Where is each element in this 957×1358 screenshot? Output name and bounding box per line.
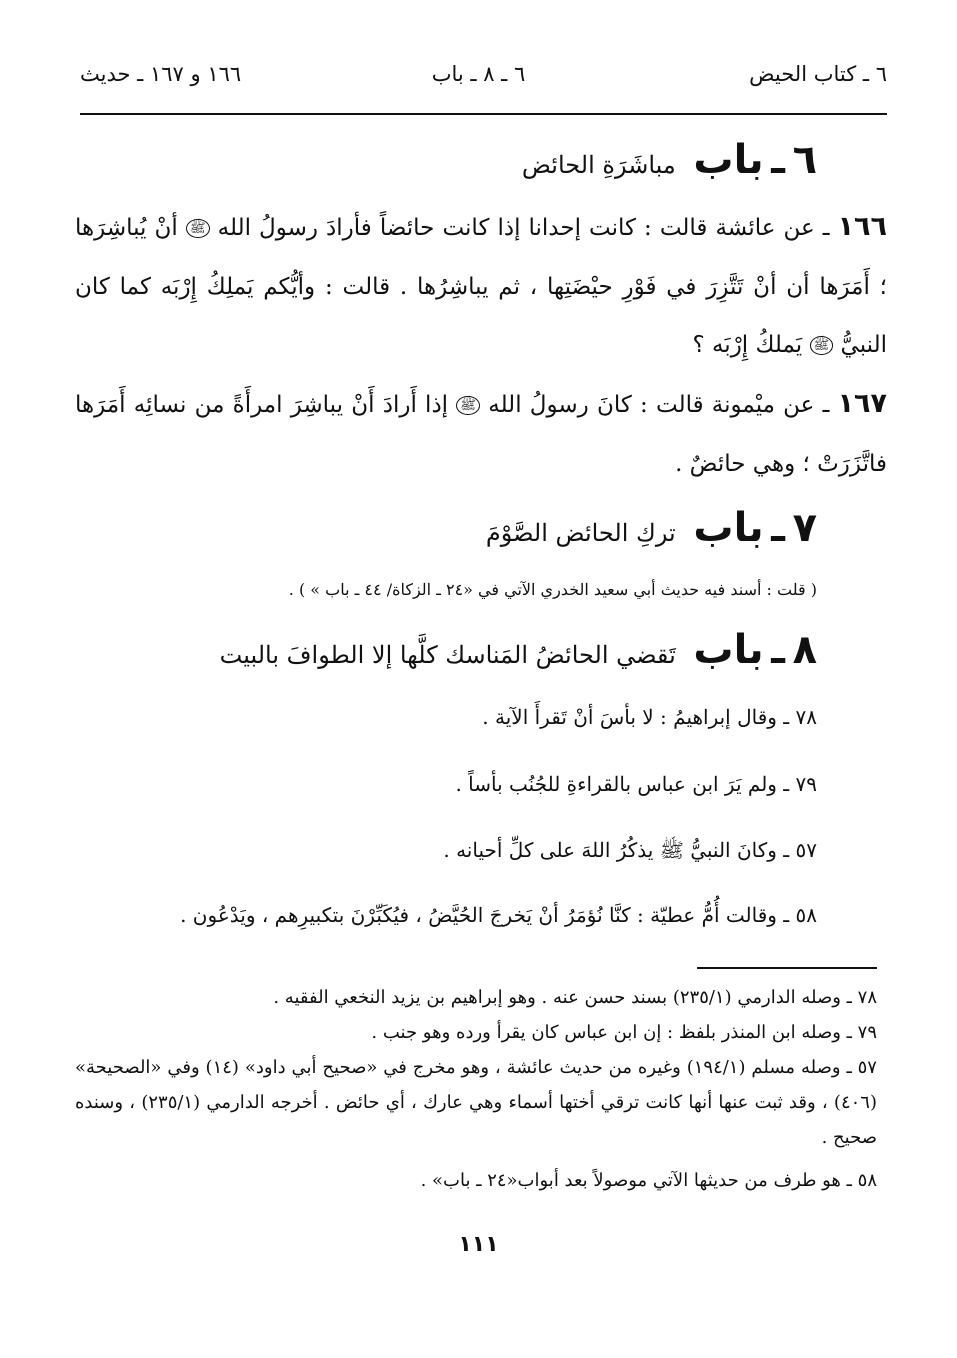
muallaq-78: ٧٨ ـ وقال إبراهيمُ : لا بأسَ أنْ تَقرأَ الآية . bbox=[482, 705, 817, 729]
footnote-78: ٧٨ ـ وصله الدارمي (٢٣٥/١) بسند حسن عنه . وهو إبراهيم بن يزيد النخعي الفقيه . bbox=[273, 987, 877, 1008]
chapter-title: مباشَرَةِ الحائض bbox=[521, 151, 676, 179]
muallaq-58: ٥٨ ـ وقالت أُمُّ عطيّة : كنَّا نُؤمَرُ أنْ يَخرجَ الحُيَّضُ ، فيُكَبِّرْنَ بتكبيرِهم ، ويَدْعُون . bbox=[180, 903, 817, 927]
editor-note: ( قلت : أسند فيه حديث أبي سعيد الخدري الآتي في «٢٤ ـ الزكاة/ ٤٤ ـ باب » ) . bbox=[288, 580, 817, 599]
salawat-icon: ﷺ bbox=[810, 336, 834, 355]
chapter-bab-label: باب bbox=[693, 627, 764, 673]
hadith-text: يَملكُ إِرْبَه ؟ bbox=[692, 332, 803, 358]
hadith-number: ١٦٦ bbox=[837, 211, 888, 242]
chapter-heading-8 bbox=[219, 627, 817, 673]
chapter-title: تَقضي الحائضُ المَناسك كلَّها إلا الطوافَ بالبيت bbox=[219, 641, 676, 669]
header-book-title: ٦ ـ كتاب الحيض bbox=[749, 62, 887, 86]
chapter-bab-label: باب bbox=[693, 137, 764, 183]
chapter-number: ٦ bbox=[792, 137, 817, 183]
salawat-icon: ﷺ bbox=[186, 219, 210, 238]
hadith-text: أنْ يُباشِرَها ؛ أَمَرَها أن أنْ تَتَّزِرَ في فَوْرِ حيْضَتِها ، ثم يباشِرُها . قالت : وأيُّكم يَملِكُ إِرْبَه كما كان النبيُّ bbox=[75, 215, 887, 358]
chapter-title: تركِ الحائض الصَّوْمَ bbox=[485, 519, 676, 547]
salawat-icon: ﷺ bbox=[456, 396, 480, 415]
chapter-heading-6 bbox=[521, 137, 817, 183]
footnote-58: ٥٨ ـ هو طرف من حديثها الآتي موصولاً بعد أبواب«٢٤ ـ باب» . bbox=[420, 1170, 877, 1191]
muallaq-57: ٥٧ ـ وكانَ النبيُّ ﷺ يذكُرُ اللهَ على كلِّ أحيانه . bbox=[443, 838, 817, 862]
hadith-167 bbox=[75, 375, 887, 493]
header-hadith-range: ١٦٦ و ١٦٧ ـ حديث bbox=[80, 62, 242, 86]
muallaq-79: ٧٩ ـ ولم يَرَ ابن عباس بالقراءةِ للجُنُب بأساً . bbox=[455, 772, 817, 796]
chapter-bab-label: باب bbox=[693, 505, 764, 551]
header-rule bbox=[80, 113, 887, 115]
chapter-heading-7 bbox=[485, 505, 817, 551]
chapter-number: ٧ bbox=[792, 505, 817, 551]
hadith-text: إذا أَرادَ أَنْ يباشِرَ امرأَةً من نسائِه أَمَرَها فاتَّزَرَتْ ؛ وهي حائضٌ . bbox=[75, 392, 887, 477]
chapter-number: ٨ bbox=[792, 627, 817, 673]
chapter-dash: ـ bbox=[771, 137, 785, 183]
hadith-number: ١٦٧ bbox=[837, 388, 888, 419]
hadith-text: ـ عن عائشة قالت : كانت إحدانا إذا كانت حائضاً فأرادَ رسولُ الله bbox=[217, 215, 830, 241]
header-chapter-range: ٦ ـ ٨ ـ باب bbox=[431, 62, 526, 86]
footnote-79: ٧٩ ـ وصله ابن المنذر بلفظ : إن ابن عباس كان يقرأ ورده وهو جنب . bbox=[371, 1022, 877, 1043]
footnote-rule bbox=[697, 967, 877, 969]
hadith-text: ـ عن ميْمونة قالت : كانَ رسولُ الله bbox=[488, 392, 830, 418]
hadith-166 bbox=[75, 198, 887, 375]
chapter-dash: ـ bbox=[771, 505, 785, 551]
footnote-57: ٥٧ ـ وصله مسلم (١٩٤/١) وغيره من حديث عائشة ، وهو مخرج في «صحيح أبي داود» (١٤) وفي «الصحيحة» (٤٠٦) ، وقد ثبت عنها أنها كانت ترقي أختها أسماء وهي عارك ، أي حائض . أخرجه الدارمي (٢٣٥/١) ، وسنده صحيح . bbox=[75, 1057, 877, 1148]
page-number: ١١١ bbox=[458, 1232, 499, 1257]
chapter-dash: ـ bbox=[771, 627, 785, 673]
